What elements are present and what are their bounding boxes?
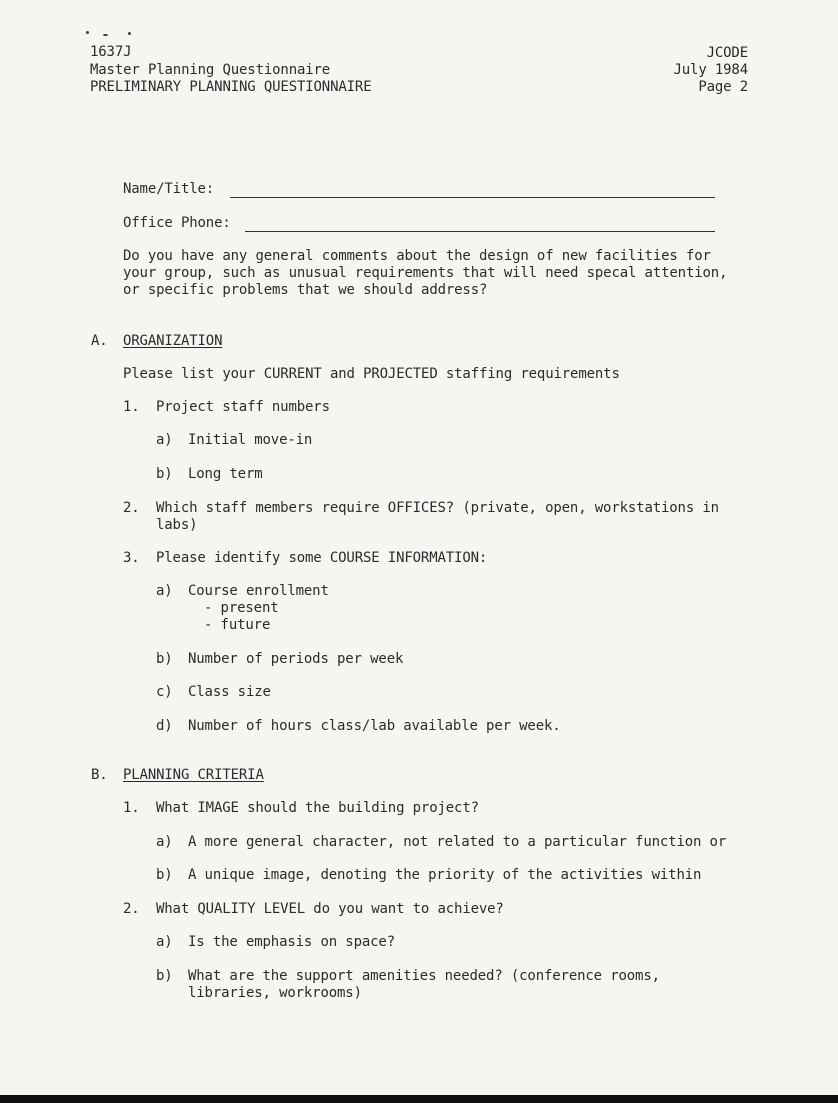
name-title-blank: [230, 197, 715, 198]
b-q2-text: What QUALITY LEVEL do you want to achieve?: [156, 901, 504, 917]
b-q2a-label: a): [156, 934, 173, 950]
a-q1-text: Project staff numbers: [156, 399, 330, 415]
a-q3-text: Please identify some COURSE INFORMATION:: [156, 550, 488, 566]
scan-bottom-edge: [0, 1095, 838, 1103]
a-q2-number: 2.: [123, 500, 140, 516]
section-a-instruction: Please list your CURRENT and PROJECTED staffing requirements: [123, 366, 620, 382]
a-q3d-text: Number of hours class/lab available per week.: [188, 718, 561, 734]
b-q1b-label: b): [156, 867, 173, 883]
a-q2-line-1: Which staff members require OFFICES? (private, open, workstations in: [156, 500, 719, 516]
a-q3a-label: a): [156, 583, 173, 599]
b-q2b-line-2: libraries, workrooms): [188, 985, 362, 1001]
b-q2b-label: b): [156, 968, 173, 984]
a-q1-number: 1.: [123, 399, 140, 415]
scan-speck: [103, 34, 108, 36]
a-q3-number: 3.: [123, 550, 140, 566]
document-id: 1637J: [90, 44, 132, 60]
section-a-heading: ORGANIZATION: [123, 333, 223, 349]
section-b-heading: PLANNING CRITERIA: [123, 767, 264, 783]
b-q2a-text: Is the emphasis on space?: [188, 934, 395, 950]
b-q2-number: 2.: [123, 901, 140, 917]
b-q1-number: 1.: [123, 800, 140, 816]
b-q1b-text: A unique image, denoting the priority of the activities within: [188, 867, 702, 883]
document-subtitle: PRELIMINARY PLANNING QUESTIONNAIRE: [90, 79, 372, 95]
intro-line-2: your group, such as unusual requirements that will need specal attention,: [123, 265, 728, 281]
intro-line-1: Do you have any general comments about the design of new facilities for: [123, 248, 711, 264]
a-q3a-text: Course enrollment: [188, 583, 329, 599]
a-q3c-label: c): [156, 684, 173, 700]
office-phone-blank: [245, 231, 715, 232]
a-q3b-text: Number of periods per week: [188, 651, 404, 667]
a-q3a-sub-future: - future: [204, 617, 271, 633]
section-a-letter: A.: [91, 333, 108, 349]
a-q3b-label: b): [156, 651, 173, 667]
a-q3d-label: d): [156, 718, 173, 734]
a-q1a-label: a): [156, 432, 173, 448]
intro-line-3: or specific problems that we should address?: [123, 282, 488, 298]
section-b-letter: B.: [91, 767, 108, 783]
name-title-label: Name/Title:: [123, 181, 215, 197]
scan-speck: [86, 31, 89, 34]
a-q1b-text: Long term: [188, 466, 263, 482]
page-number: Page 2: [698, 79, 748, 95]
b-q2b-line-1: What are the support amenities needed? (conference rooms,: [188, 968, 660, 984]
b-q1a-text: A more general character, not related to a particular function or: [188, 834, 727, 850]
document-date: July 1984: [673, 62, 748, 78]
a-q1a-text: Initial move-in: [188, 432, 313, 448]
a-q3a-sub-present: - present: [204, 600, 279, 616]
scan-speck: [128, 32, 131, 35]
a-q3c-text: Class size: [188, 684, 271, 700]
a-q1b-label: b): [156, 466, 173, 482]
b-q1a-label: a): [156, 834, 173, 850]
document-code: JCODE: [706, 45, 748, 61]
a-q2-line-2: labs): [156, 517, 198, 533]
b-q1-text: What IMAGE should the building project?: [156, 800, 479, 816]
document-title: Master Planning Questionnaire: [90, 62, 331, 78]
office-phone-label: Office Phone:: [123, 215, 231, 231]
